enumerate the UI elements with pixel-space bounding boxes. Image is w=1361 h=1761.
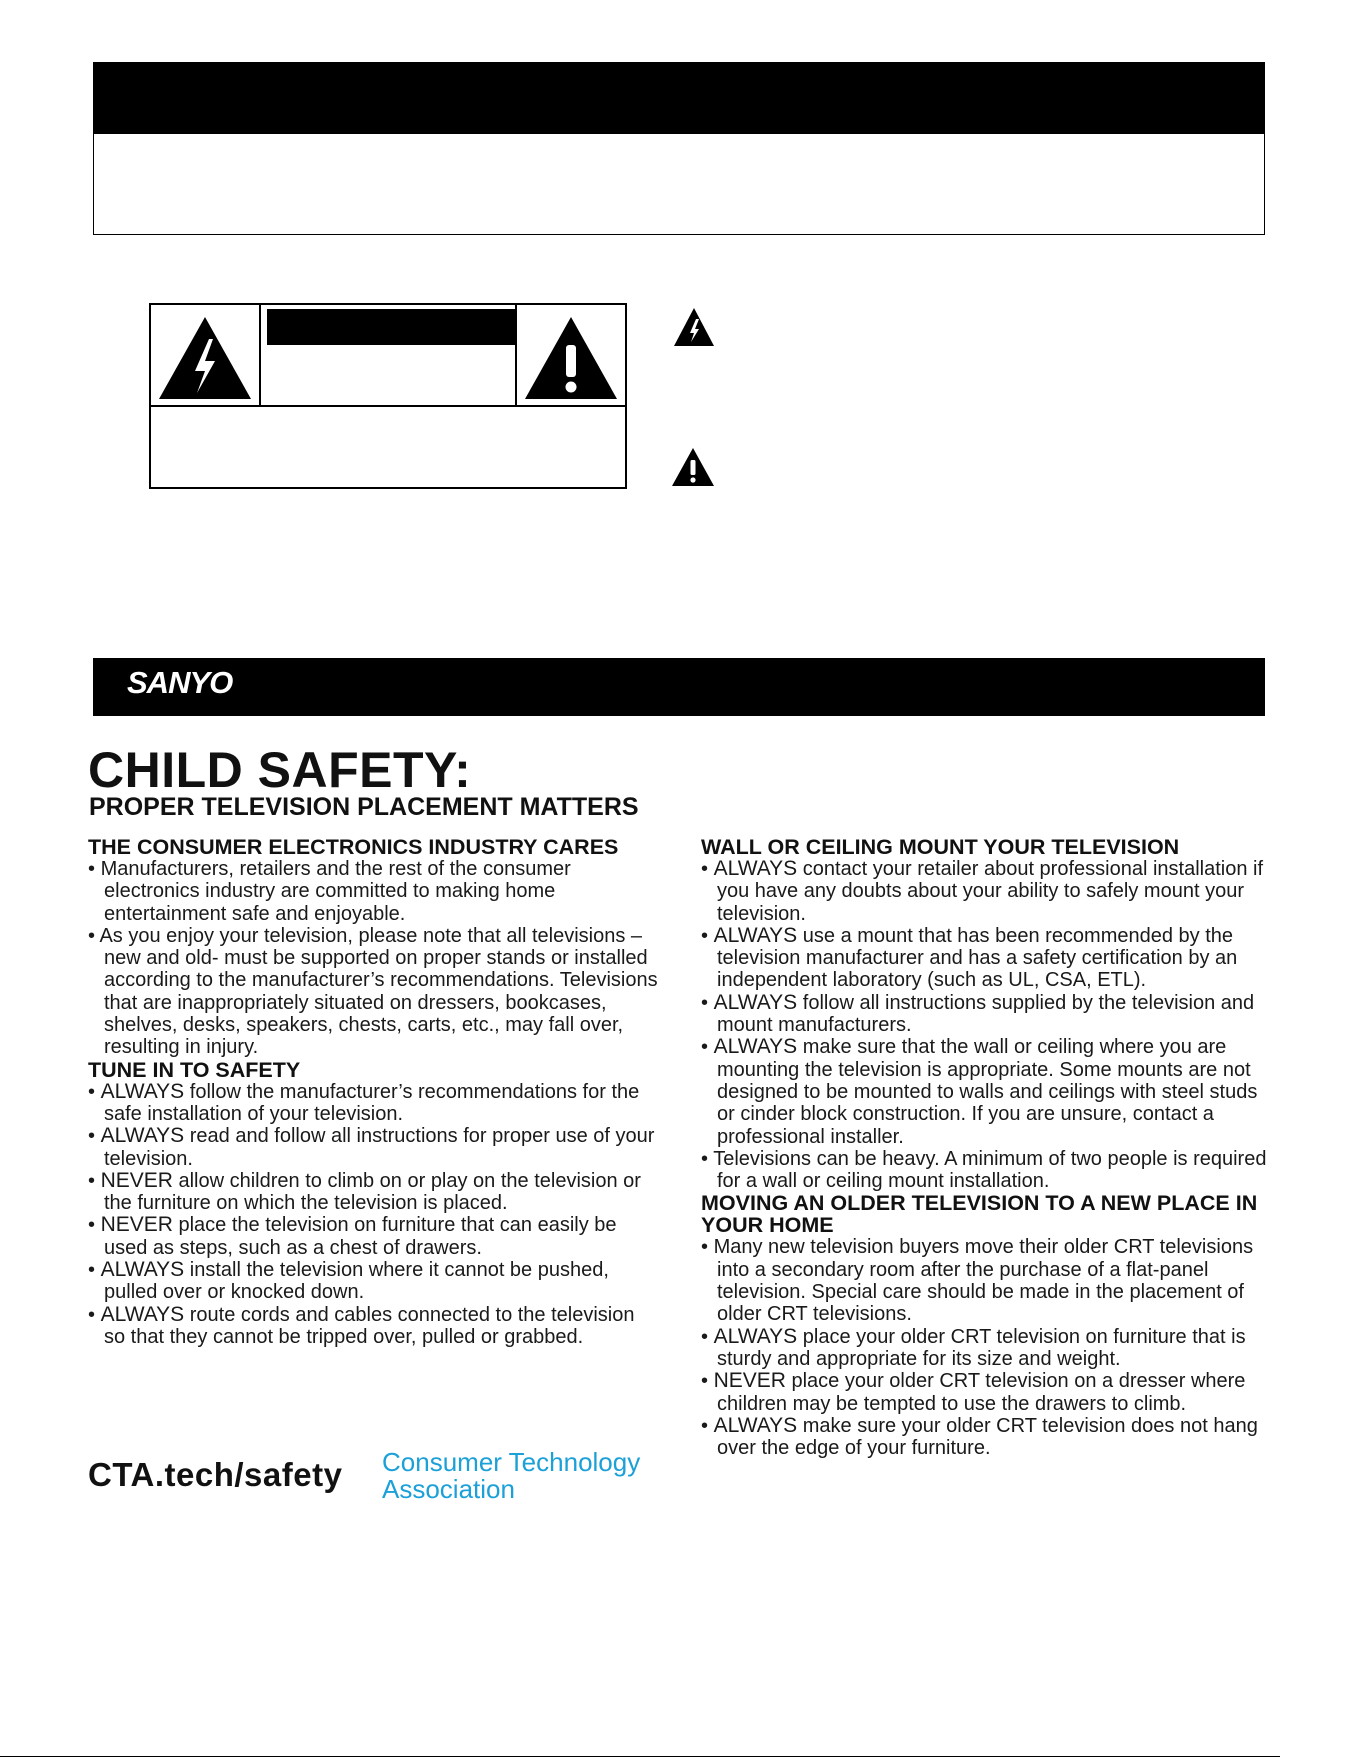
list-item: • ALWAYS follow all instructions supplied by the television and mount manufacturers.	[701, 990, 1255, 1037]
exclamation-warning-icon	[523, 315, 619, 401]
section-heading: MOVING AN OLDER TELEVISION TO A NEW PLACE IN YOUR HOME	[701, 1191, 1258, 1238]
caution-left-cell	[151, 305, 261, 405]
lightning-warning-icon	[157, 315, 253, 401]
section-heading: WALL OR CEILING MOUNT YOUR TELEVISION	[701, 835, 1180, 859]
list-item: • NEVER place your older CRT television on a dresser where children may be tempted to use the drawers to climb.	[701, 1369, 1246, 1415]
exclamation-warning-icon	[671, 447, 715, 487]
caution-title-bar	[267, 309, 517, 345]
list-item: • As you enjoy your television, please note that all televisions – new and old- must be supported on proper stands or installed according to the manufacturer’s recommendations. Televisions that are inappropriately situated on dressers, bookcases, shelves, desks, speakers, chests, carts, etc., may fall over, resulting in injury.	[88, 924, 658, 1059]
list-item: • ALWAYS route cords and cables connected to the television so that they cannot be tripped over, pulled or grabbed.	[88, 1302, 635, 1348]
list-item: • ALWAYS use a mount that has been recommended by the television manufacturer and has a safety certification by an independent laboratory (such as UL, CSA, ETL).	[701, 923, 1238, 992]
lightning-warning-icon	[673, 307, 715, 347]
list-item: • ALWAYS make sure that the wall or ceiling where you are mounting the television is appropriate. Some mounts are not designed to be mounted to walls and ceilings with steel studs or cinder block construction. If you are unsure, contact a professional installer.	[701, 1035, 1258, 1148]
caution-label	[149, 303, 627, 489]
list-item: • ALWAYS follow the manufacturer’s recommendations for the safe installation of your television.	[88, 1079, 640, 1125]
list-item: • ALWAYS install the television where it cannot be pushed, pulled over or knocked down.	[88, 1258, 609, 1304]
brand-bar	[93, 658, 1265, 716]
header-box	[93, 134, 1265, 235]
list-item: • ALWAYS make sure your older CRT television does not hang over the edge of your furniture.	[701, 1413, 1258, 1460]
section-heading: THE CONSUMER ELECTRONICS INDUSTRY CARES	[88, 835, 619, 859]
caution-right-cell	[515, 305, 625, 405]
page-subtitle: PROPER TELEVISION PLACEMENT MATTERS	[89, 793, 639, 821]
left-column	[88, 836, 658, 1348]
cta-url[interactable]: CTA.tech/safety	[88, 1456, 343, 1493]
section-heading: TUNE IN TO SAFETY	[88, 1057, 301, 1082]
list-item: • NEVER allow children to climb on or play on the television or the furniture on which the television is placed.	[88, 1168, 641, 1215]
right-column	[701, 836, 1271, 1459]
sanyo-logo: SANYO	[127, 665, 233, 700]
list-item: • ALWAYS read and follow all instructions for proper use of your television.	[88, 1124, 655, 1170]
list-item: • Manufacturers, retailers and the rest of the consumer electronics industry are committed to making home entertainment safe and enjoyable.	[88, 858, 571, 925]
header-bar	[93, 62, 1265, 134]
caution-label-top	[151, 305, 625, 407]
list-item: • Televisions can be heavy. A minimum of two people is required for a wall or ceiling mount installation.	[701, 1147, 1267, 1193]
list-item: • ALWAYS place your older CRT television on furniture that is sturdy and appropriate for its size and weight.	[701, 1324, 1246, 1370]
cta-org-name-line2: Association	[382, 1474, 515, 1504]
page-title: CHILD SAFETY:	[88, 742, 472, 798]
cta-org-name: Consumer Technology	[382, 1447, 641, 1477]
list-item: • ALWAYS contact your retailer about professional installation if you have any doubts about your ability to safely mount your television.	[701, 857, 1264, 925]
list-item: • NEVER place the television on furniture that can easily be used as steps, such as a chest of drawers.	[88, 1213, 617, 1259]
bottom-divider	[0, 1756, 1280, 1757]
list-item: • Many new television buyers move their older CRT televisions into a secondary room after the purchase of a flat-panel television. Special care should be made in the placement of older CRT televisions.	[701, 1236, 1254, 1326]
